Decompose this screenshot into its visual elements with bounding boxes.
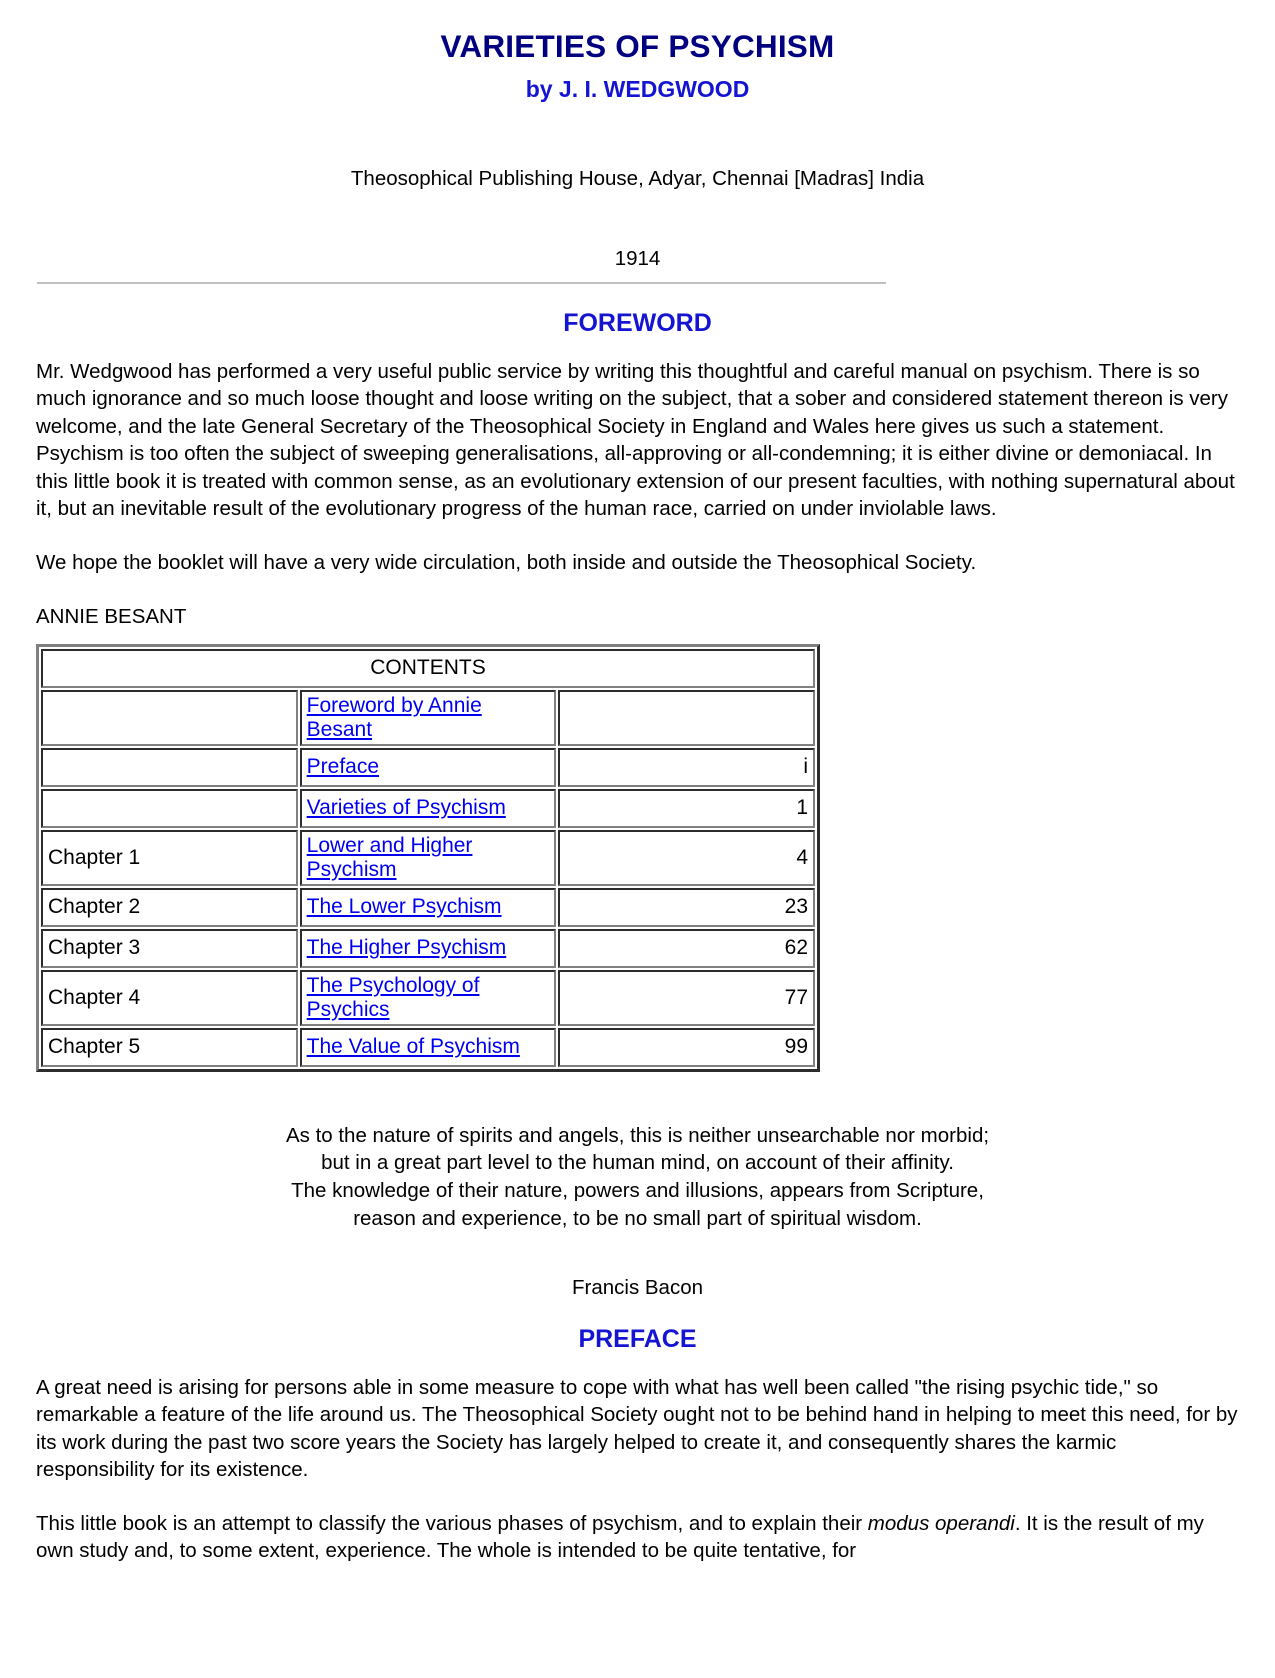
contents-chapter-cell: Chapter 4 — [41, 970, 298, 1026]
foreword-paragraph-2: We hope the booklet will have a very wide circulation, both inside and outside the Theosophical Society. — [36, 551, 977, 575]
contents-link[interactable]: Varieties of Psychism — [306, 796, 506, 820]
quote-line-4: reason and experience, to be no small part of spiritual wisdom. — [353, 1206, 922, 1230]
contents-link[interactable]: Lower and Higher Psychism — [306, 833, 473, 881]
contents-page-cell: 1 — [558, 789, 815, 828]
table-row — [41, 888, 815, 927]
preface-p2-part-2: . It is the result of my own study and, to some extent, experience. The whole is intended to be quite tentative, for — [36, 1511, 1204, 1563]
contents-page-cell: 77 — [558, 970, 815, 1026]
contents-chapter-cell: Chapter 3 — [41, 929, 298, 968]
contents-chapter-cell — [41, 789, 298, 828]
horizontal-divider — [37, 282, 886, 284]
contents-name-cell — [300, 929, 557, 968]
contents-link[interactable]: The Value of Psychism — [306, 1035, 520, 1059]
contents-name-cell — [300, 1028, 557, 1067]
contents-link[interactable]: Preface — [306, 755, 380, 779]
table-row — [41, 970, 815, 1026]
preface-paragraph-1: A great need is arising for persons able in some measure to cope with what has well been called "the rising psychic tide," so remarkable a feature of the life around us. The Theosophical Society ought not to be behind hand in helping to meet this need, for by its work during the past two score years the Society has largely helped to create it, and consequently shares the karmic responsibility for its existence. — [36, 1375, 1238, 1482]
document-page — [0, 28, 1275, 1678]
contents-name-cell — [300, 789, 557, 828]
foreword-signature: ANNIE BESANT — [36, 604, 187, 628]
contents-page-cell: 4 — [558, 830, 815, 886]
quote-line-2: but in a great part level to the human mind, on account of their affinity. — [321, 1151, 954, 1175]
contents-heading: CONTENTS — [41, 649, 815, 688]
table-row — [41, 929, 815, 968]
contents-title-row — [41, 649, 815, 688]
contents-name-cell — [300, 748, 557, 787]
contents-page-cell: 99 — [558, 1028, 815, 1067]
table-row — [41, 789, 815, 828]
contents-page-cell: 62 — [558, 929, 815, 968]
table-row — [41, 690, 815, 746]
page-title: VARIETIES OF PSYCHISM — [440, 28, 835, 64]
foreword-heading: FOREWORD — [563, 309, 712, 338]
publication-year: 1914 — [614, 247, 661, 271]
contents-link[interactable]: The Higher Psychism — [306, 936, 507, 960]
table-row — [41, 1028, 815, 1067]
contents-chapter-cell — [41, 748, 298, 787]
contents-table-body — [41, 649, 815, 1067]
publisher-line: Theosophical Publishing House, Adyar, Chennai [Madras] India — [350, 167, 925, 191]
contents-page-cell — [558, 690, 815, 746]
contents-chapter-cell: Chapter 5 — [41, 1028, 298, 1067]
epigraph-quote — [36, 1122, 1239, 1233]
contents-chapter-cell — [41, 690, 298, 746]
contents-chapter-cell: Chapter 2 — [41, 888, 298, 927]
table-row — [41, 748, 815, 787]
preface-heading: PREFACE — [578, 1325, 697, 1354]
preface-p2-italic: modus operandi — [867, 1511, 1015, 1535]
contents-chapter-cell: Chapter 1 — [41, 830, 298, 886]
table-row — [41, 830, 815, 886]
contents-name-cell — [300, 888, 557, 927]
quote-attribution: Francis Bacon — [571, 1276, 704, 1300]
author-byline: by J. I. WEDGWOOD — [525, 75, 750, 102]
contents-page-cell: i — [558, 748, 815, 787]
preface-p2-part-1: This little book is an attempt to classify the various phases of psychism, and to explain their — [36, 1511, 868, 1535]
preface-paragraph-2 — [36, 1510, 1239, 1565]
contents-link[interactable]: The Lower Psychism — [306, 895, 502, 919]
table-of-contents — [36, 644, 1239, 1072]
contents-page-cell: 23 — [558, 888, 815, 927]
contents-name-cell — [300, 690, 557, 746]
foreword-paragraph-1: Mr. Wedgwood has performed a very useful public service by writing this thoughtful and careful manual on psychism. There is so much ignorance and so much loose thought and loose writing on the subject, that a sober and considered statement thereon is very welcome, and the late General Secretary of the Theosophical Society in England and Wales here gives us such a statement. Psychism is too often the subject of sweeping generalisations, all-approving or all-condemning; it is either divine or demoniacal. In this little book it is treated with common sense, as an evolutionary extension of our present faculties, with nothing supernatural about it, but an inevitable result of the evolutionary progress of the human race, carried on under inviolable laws. — [36, 359, 1235, 521]
quote-line-3: The knowledge of their nature, powers and illusions, appears from Scripture, — [291, 1178, 984, 1202]
contents-name-cell — [300, 830, 557, 886]
contents-name-cell — [300, 970, 557, 1026]
quote-line-1: As to the nature of spirits and angels, this is neither unsearchable nor morbid; — [285, 1123, 990, 1147]
contents-link[interactable]: The Psychology of Psychics — [306, 973, 480, 1021]
contents-table — [36, 644, 820, 1072]
contents-link[interactable]: Foreword by Annie Besant — [306, 693, 482, 741]
